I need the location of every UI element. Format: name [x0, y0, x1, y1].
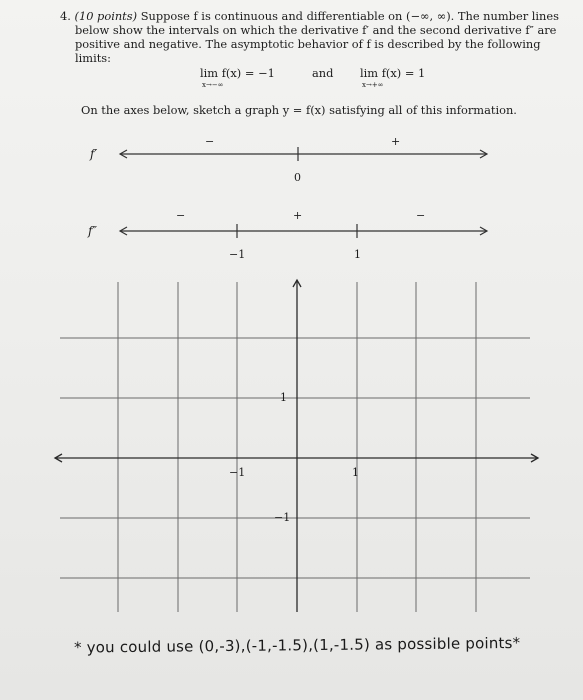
fdoubleprime-sign-right: −	[416, 209, 426, 222]
fdoubleprime-number-line	[120, 224, 487, 238]
problem-points: (10 points)	[74, 9, 138, 23]
sketch-grid	[60, 282, 530, 612]
fdoubleprime-label: f″	[88, 224, 97, 238]
grid-x-label-neg1: −1	[229, 466, 246, 479]
problem-number: 4.	[60, 9, 71, 23]
grid-y-label-neg1: −1	[274, 511, 291, 524]
fdoubleprime-sign-left: −	[176, 209, 186, 222]
instruction-text: On the axes below, sketch a graph y = f(x) satisfying all of this information.	[81, 103, 517, 117]
limit-connector: and	[312, 66, 334, 80]
grid-y-label-1: 1	[280, 391, 287, 404]
limit-left-subscript: x→−∞	[202, 81, 224, 89]
limit-right-expression: lim f(x) = 1	[360, 66, 426, 80]
fprime-number-line	[120, 147, 487, 161]
limit-right-subscript: x→+∞	[362, 81, 384, 89]
fprime-sign-positive: +	[391, 135, 401, 148]
handwritten-note: * you could use (0,-3),(-1,-1.5),(1,-1.5) as possible points*	[73, 633, 521, 657]
problem-text-1: Suppose f is continuous and differentiable on (−∞, ∞). The number lines	[140, 9, 559, 23]
grid-x-label-1: 1	[352, 466, 359, 479]
fprime-tick-label-zero: 0	[294, 171, 301, 184]
limit-left-expression: lim f(x) = −1	[200, 66, 275, 80]
problem-line-2: below show the intervals on which the derivative f′ and the second derivative f″ are	[75, 23, 557, 37]
fdoubleprime-tick-label-neg1: −1	[229, 248, 246, 261]
problem-line-4: limits:	[75, 51, 111, 65]
problem-line-3: positive and negative. The asymptotic behavior of f is described by the following	[75, 37, 541, 51]
fdoubleprime-tick-label-1: 1	[354, 248, 361, 261]
fprime-sign-negative: −	[205, 135, 215, 148]
fdoubleprime-sign-middle: +	[293, 209, 303, 222]
fprime-label: f′	[90, 147, 98, 161]
sketch-axes	[55, 280, 538, 612]
